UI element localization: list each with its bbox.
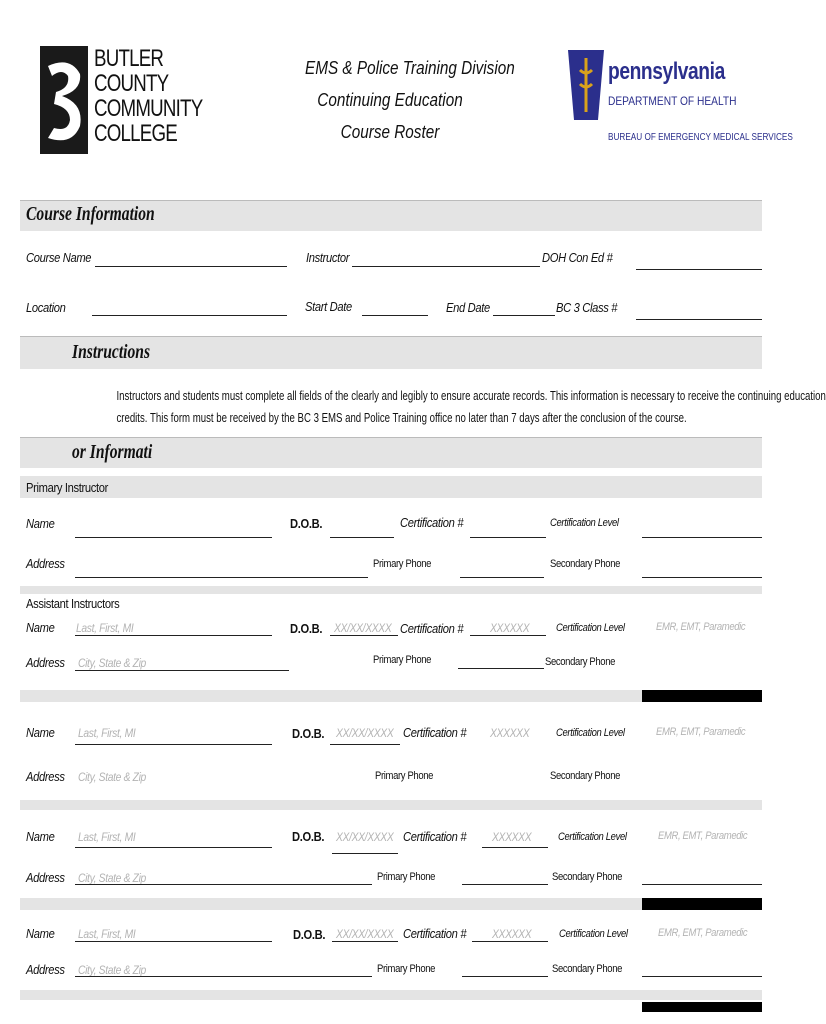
dob-placeholder: XX/XX/XXXX [336,830,394,844]
address-label: Address [26,655,65,670]
cert-level-label: Certification Level [559,928,628,940]
start-date-label: Start Date [305,299,352,314]
college-name-line: COMMUNITY [94,95,203,122]
cert-level-placeholder: EMR, EMT, Paramedic [658,927,748,939]
name-field[interactable] [75,744,272,745]
primary-phone-label: Primary Phone [377,871,436,883]
primary-instructor-label: Primary Instructor [26,480,109,495]
dob-field[interactable] [330,744,400,745]
location-field[interactable] [92,315,287,316]
form-title: Course Roster [340,122,440,142]
end-date-label: End Date [446,300,490,315]
college-name-line: COLLEGE [94,120,177,147]
address-label: Address [26,870,65,885]
secondary-phone-label: Secondary Phone [545,656,616,668]
name-label: Name [26,725,55,740]
pa-department: DEPARTMENT OF HEALTH [608,94,737,108]
end-date-field[interactable] [493,315,555,316]
keystone-icon [568,50,604,120]
cert-number-placeholder: XXXXXX [490,726,530,740]
primary-phone-label: Primary Phone [373,558,432,570]
cert-level-label: Certification Level [556,622,625,634]
name-field[interactable] [75,847,272,848]
primary-phone-field[interactable] [462,884,548,885]
instructor-field[interactable] [352,266,540,267]
name-label: Name [26,829,55,844]
address-label: Address [26,962,65,977]
black-bar [642,1002,762,1012]
secondary-phone-field[interactable] [642,577,762,578]
pa-wordmark: pennsylvania [608,58,725,85]
bc3-class-field[interactable] [636,319,762,320]
bc3-logo [40,45,203,156]
secondary-phone-field[interactable] [642,884,762,885]
instructions-line: credits. This form must be received by the BC 3 EMS and Police Training office no later than 7 days after the conclusion of the course. [116,410,687,425]
dob-placeholder: XX/XX/XXXX [336,726,394,740]
black-bar [642,690,762,702]
name-placeholder: Last, First, MI [78,927,136,941]
cert-level-placeholder: EMR, EMT, Paramedic [658,830,748,842]
row-separator [20,990,762,1000]
primary-phone-label: Primary Phone [375,770,434,782]
cert-level-placeholder: EMR, EMT, Paramedic [656,621,746,633]
secondary-phone-label: Secondary Phone [550,558,621,570]
secondary-phone-label: Secondary Phone [552,871,623,883]
bc3-logo-icon [40,46,88,154]
row-separator [20,800,762,810]
secondary-phone-label: Secondary Phone [552,963,623,975]
cert-number-label: Certification # [400,621,464,636]
name-label: Name [26,926,55,941]
bc3-class-label: BC 3 Class # [556,300,618,315]
name-placeholder: Last, First, MI [78,830,136,844]
dob-field[interactable] [332,941,398,942]
instructor-info-title: or Informati [72,441,153,463]
program-title: Continuing Education [317,90,463,110]
cert-level-label: Certification Level [556,727,625,739]
address-field[interactable] [75,884,372,885]
black-bar [642,898,762,910]
primary-phone-field[interactable] [460,577,544,578]
dob-label: D.O.B. [290,516,323,531]
instructor-label: Instructor [306,250,350,265]
cert-number-label: Certification # [403,926,467,941]
dob-placeholder: XX/XX/XXXX [334,621,392,635]
primary-phone-field[interactable] [462,976,548,977]
start-date-field[interactable] [362,315,428,316]
cert-number-placeholder: XXXXXX [492,830,532,844]
address-label: Address [26,769,65,784]
primary-phone-label: Primary Phone [377,963,436,975]
course-info-title: Course Information [26,203,155,225]
college-name-line: COUNTY [94,70,169,97]
cert-number-field[interactable] [482,847,548,848]
college-name-line: BUTLER [94,45,164,72]
instructions-line: Instructors and students must complete all fields of the clearly and legibly to ensure accurate records. This information is necessary to receive the continuing education [116,388,826,403]
address-placeholder: City, State & Zip [78,871,146,885]
address-placeholder: City, State & Zip [78,770,146,784]
dob-placeholder: XX/XX/XXXX [336,927,394,941]
name-placeholder: Last, First, MI [76,621,134,635]
cert-number-placeholder: XXXXXX [490,621,530,635]
instructions-text [20,385,826,429]
dob-label: D.O.B. [293,927,326,942]
dob-field[interactable] [332,853,398,854]
doh-con-ed-label: DOH Con Ed # [542,250,613,265]
primary-instructor-band [20,476,762,498]
cert-level-placeholder: EMR, EMT, Paramedic [656,726,746,738]
address-placeholder: City, State & Zip [78,656,146,670]
course-name-field[interactable] [95,266,287,267]
cert-number-label: Certification # [403,725,467,740]
address-field[interactable] [75,670,289,671]
cert-number-field[interactable] [470,635,546,636]
assistant-instructors-label: Assistant Instructors [26,596,120,611]
cert-number-label: Certification # [403,829,467,844]
primary-phone-field[interactable] [458,668,544,669]
primary-phone-label: Primary Phone [373,654,432,666]
division-title: EMS & Police Training Division [305,58,515,78]
name-field[interactable] [75,537,272,538]
cert-number-label: Certification # [400,515,464,530]
course-name-label: Course Name [26,250,92,265]
name-field[interactable] [75,941,272,942]
address-field[interactable] [75,577,368,578]
pa-bureau: BUREAU OF EMERGENCY MEDICAL SERVICES [608,132,793,143]
dob-label: D.O.B. [290,621,323,636]
dob-label: D.O.B. [292,726,325,741]
pa-health-logo [568,50,793,150]
doh-con-ed-field[interactable] [636,269,762,270]
secondary-phone-label: Secondary Phone [550,770,621,782]
address-label: Address [26,556,65,571]
cert-level-field[interactable] [642,537,762,538]
cert-level-label: Certification Level [558,831,627,843]
row-separator [20,586,762,594]
address-placeholder: City, State & Zip [78,963,146,977]
name-placeholder: Last, First, MI [78,726,136,740]
cert-number-placeholder: XXXXXX [492,927,532,941]
cert-number-field[interactable] [472,941,548,942]
cert-number-field[interactable] [470,537,546,538]
secondary-phone-field[interactable] [642,976,762,977]
instructions-title: Instructions [72,341,151,363]
dob-label: D.O.B. [292,829,325,844]
dob-field[interactable] [330,635,398,636]
name-field[interactable] [75,635,272,636]
address-field[interactable] [75,976,372,977]
dob-field[interactable] [330,537,394,538]
name-label: Name [26,516,55,531]
cert-level-label: Certification Level [550,517,619,529]
name-label: Name [26,620,55,635]
location-label: Location [26,300,66,315]
